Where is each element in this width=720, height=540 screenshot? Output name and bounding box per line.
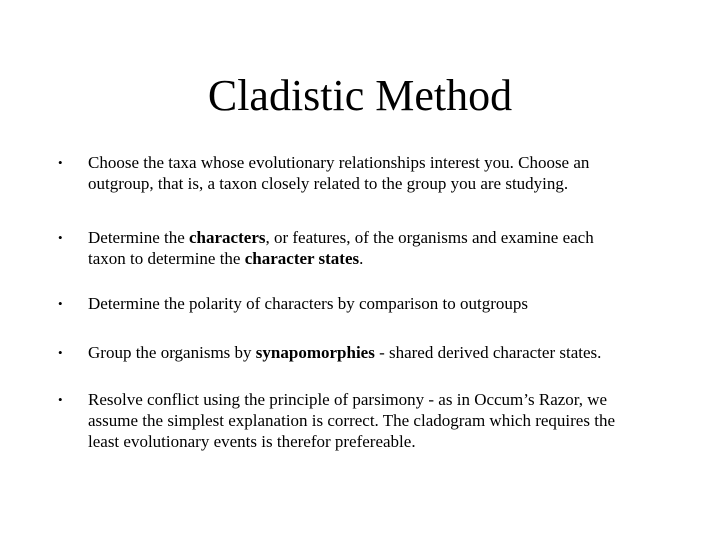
slide-title: Cladistic Method	[207, 71, 513, 120]
bullet-line	[88, 431, 666, 452]
bullet-line	[88, 389, 666, 410]
text-run: outgroup, that is, a taxon closely related to the group you are studying.	[88, 174, 569, 193]
bullet-line	[88, 152, 666, 173]
text-run: .	[359, 249, 364, 268]
bullet-dot-icon: •	[58, 230, 63, 245]
bullet-text	[88, 389, 666, 452]
bullet-line	[88, 248, 666, 269]
text-run: Determine the	[88, 228, 190, 247]
bullet-dot-icon: •	[58, 345, 63, 360]
bullet-line	[88, 342, 666, 363]
bullet-text	[88, 342, 666, 363]
bullet-text	[88, 293, 666, 314]
bullet-line	[88, 173, 666, 194]
text-run: Determine the polarity of characters by comparison to outgroups	[88, 294, 528, 313]
text-run: Choose the taxa whose evolutionary relationships interest you. Choose an	[88, 153, 590, 172]
text-run: Resolve conflict using the principle of parsimony - as in Occum’s Razor, we	[88, 390, 608, 409]
bold-term: characters	[189, 228, 266, 247]
bold-term: character states	[244, 249, 360, 268]
bullet-dot-icon: •	[58, 155, 63, 170]
bullet-text	[88, 152, 666, 194]
bullet-dot-icon: •	[58, 392, 63, 407]
text-run: taxon to determine the	[88, 249, 245, 268]
bullet-text	[88, 227, 666, 269]
text-run: , or features, of the organisms and examine each	[265, 228, 594, 247]
text-run: least evolutionary events is therefor prefereable.	[88, 432, 416, 451]
text-run: assume the simplest explanation is correct. The cladogram which requires the	[88, 411, 615, 430]
text-run: Group the organisms by	[88, 343, 256, 362]
bullet-line	[88, 410, 666, 431]
bullet-line	[88, 227, 666, 248]
bullet-line	[88, 293, 666, 314]
text-run: - shared derived character states.	[374, 343, 602, 362]
bullet-dot-icon: •	[58, 296, 63, 311]
bold-term: synapomorphies	[255, 343, 375, 362]
